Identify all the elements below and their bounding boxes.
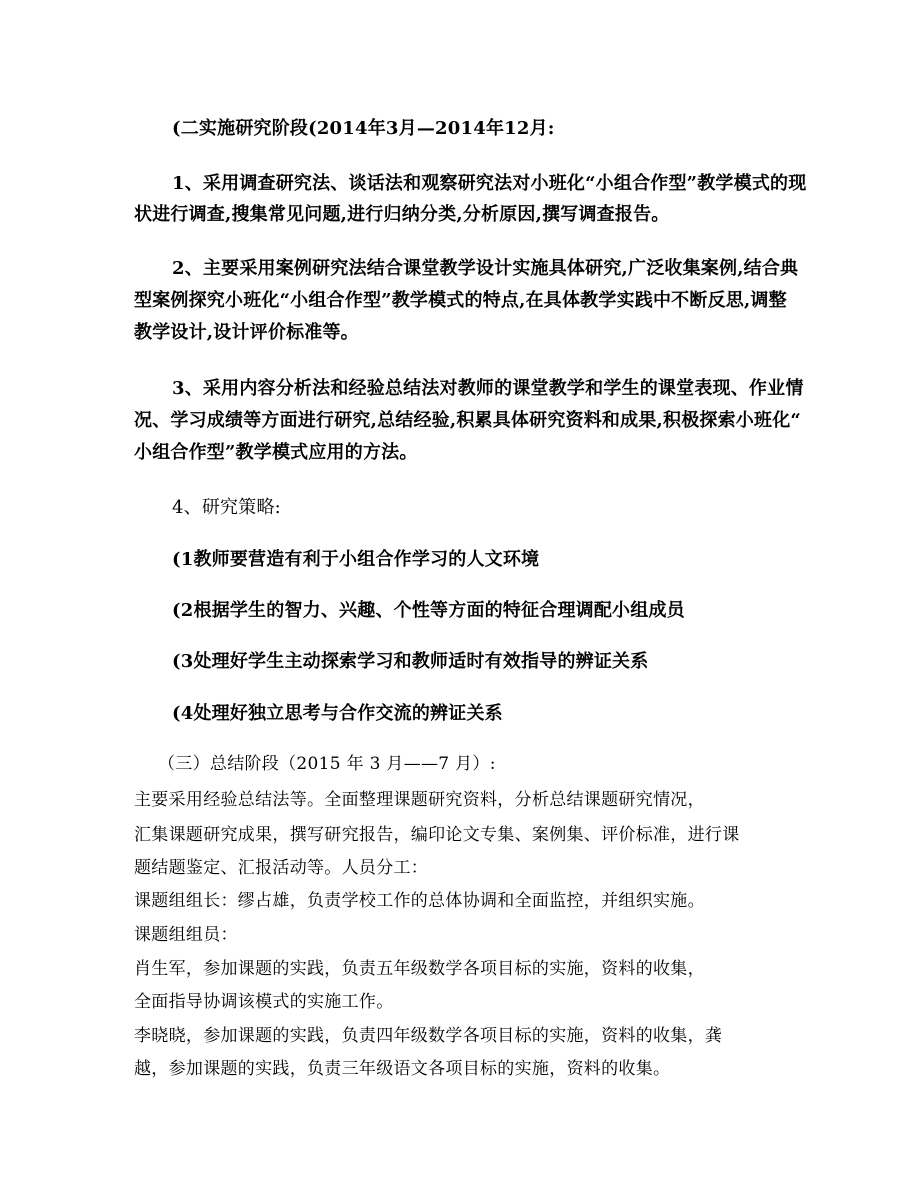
item3-line1: 3、采用内容分析法和经验总结法对教师的课堂教学和学生的课堂表现、作业情 [172,378,804,399]
item3-line3: 小组合作型”教学模式应用的方法。 [134,442,418,463]
item2-line3: 教学设计,设计评价标准等。 [134,322,359,343]
item3-line2: 况、学习成绩等方面进行研究,总结经验,积累具体研究资料和成果,积极探索小班化“ [134,410,801,431]
section-three-line-1: 主要采用经验总结法等。全面整理课题研究资料，分析总结课题研究情况， [134,790,705,810]
strategy-3: (3处理好学生主动探索学习和教师适时有效指导的辨证关系 [172,651,649,672]
section-two-heading: (二实施研究阶段(2014年3月—2014年12月: [172,118,555,139]
strategy-2: (2根据学生的智力、兴趣、个性等方面的特征合理调配小组成员 [172,600,685,621]
item2-line2: 型案例探究小班化“小组合作型”教学模式的特点,在具体教学实践中不断反思,调整 [134,290,787,311]
section-three-heading: （三）总结阶段（2015 年 3 月——7 月）: [158,754,496,774]
section-three-line-5: 课题组组员： [134,925,238,945]
item1-line2: 状进行调查,搜集常见问题,进行归纳分类,分析原因,撰写调查报告。 [134,204,670,225]
section-three-line-9: 越，参加课题的实践，负责三年级语文各项目标的实施，资料的收集。 [134,1059,671,1079]
strategy-4: (4处理好独立思考与合作交流的辨证关系 [172,703,503,724]
section-three-line-4: 课题组组长：缪占雄，负责学校工作的总体协调和全面监控，并组织实施。 [134,891,705,911]
item2-line1: 2、主要采用案例研究法结合课堂教学设计实施具体研究,广泛收集案例,结合典 [172,258,799,279]
item1-line1: 1、采用调查研究法、谈话法和观察研究法对小班化“小组合作型”教学模式的现 [172,173,807,194]
section-three-line-6: 肖生军，参加课题的实践，负责五年级数学各项目标的实施，资料的收集， [134,959,705,979]
section-three-line-7: 全面指导协调该模式的实施工作。 [134,992,394,1012]
section-three-line-2: 汇集课题研究成果，撰写研究报告，编印论文专集、案例集、评价标准，进行课 [134,825,740,845]
section-three-line-8: 李晓晓，参加课题的实践，负责四年级数学各项目标的实施，资料的收集，龚 [134,1026,723,1046]
section-three-line-3: 题结题鉴定、汇报活动等。人员分工： [134,858,429,878]
item4-heading: 4、研究策略: [172,497,281,518]
strategy-1: (1教师要营造有利于小组合作学习的人文环境 [172,549,540,570]
